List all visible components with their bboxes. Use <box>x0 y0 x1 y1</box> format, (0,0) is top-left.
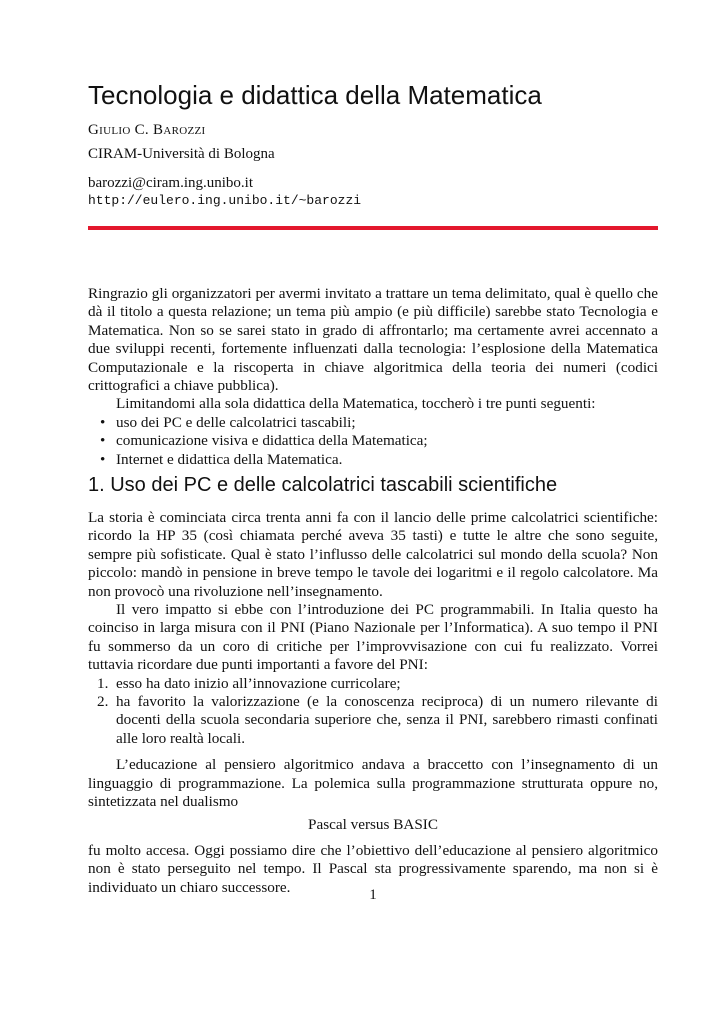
section-heading: 1. Uso dei PC e delle calcolatrici tascabili scientifiche <box>88 474 558 496</box>
list-item <box>88 451 658 469</box>
centered-formula: Pascal versus BASIC <box>308 815 438 833</box>
section-paragraph-4: fu molto accesa. Oggi possiamo dire che l’obiettivo dell’educazione al pensiero algoritmico non è stato perseguito nel tempo. Il Pascal sta progressivamente sparendo, ma non si è individuato un chiaro successore. <box>88 841 658 896</box>
list-number: 2. <box>97 693 109 711</box>
author-name: Giulio C. Barozzi <box>88 122 206 138</box>
page-number: 1 <box>369 887 377 903</box>
list-item <box>88 675 658 693</box>
intro-section <box>88 285 658 469</box>
list-item <box>88 414 658 432</box>
list-item <box>88 693 658 748</box>
topic-list <box>88 414 658 469</box>
bullet-marker: • <box>100 413 106 431</box>
list-number: 1. <box>97 674 109 692</box>
section-paragraph-3: L’educazione al pensiero algoritmico andava a braccetto con l’insegnamento di un linguaggio di programmazione. La polemica sulla programmazione strutturata oppure no, sintetizzata nel dualismo <box>88 756 658 811</box>
section-paragraph-2: Il vero impatto si ebbe con l’introduzione dei PC programmabili. In Italia questo ha coinciso in larga misura con il PNI (Piano Nazionale per l’Informatica). A suo tempo il PNI fu sommerso da un coro di critiche per l’improvvisazione con cui fu realizzato. Vorrei tuttavia ricordare due punti importanti a favore del PNI: <box>88 601 658 674</box>
author-url: http://eulero.ing.unibo.it/~barozzi <box>88 193 362 208</box>
list-item-text: Internet e didattica della Matematica. <box>116 450 343 468</box>
list-item <box>88 432 658 450</box>
author-email: barozzi@ciram.ing.unibo.it <box>88 175 254 191</box>
bullet-marker: • <box>100 432 106 450</box>
section-paragraph-1: La storia è cominciata circa trenta anni fa con il lancio delle prime calcolatrici scientifiche: ricordo la HP 35 (così chiamata perché aveva 35 tasti) e tutte le altre che sono seguite, sempre più sofisticate. Qual è stato l’influsso delle calcolatrici sul mondo della scuola? Non piccolo: mandò in pensione in breve tempo le tavole dei logaritmi e il regolo calcolatore. Ma non provocò una rivoluzione nell’insegnamento. <box>88 509 658 600</box>
list-item-text: esso ha dato inizio all’innovazione curricolare; <box>116 674 401 692</box>
header-rule <box>88 226 658 230</box>
numbered-list <box>88 675 658 749</box>
list-item-text: comunicazione visiva e didattica della Matematica; <box>116 432 428 450</box>
section-1-body <box>88 509 658 897</box>
paper-title: Tecnologia e didattica della Matematica <box>88 80 542 110</box>
bullet-marker: • <box>100 450 106 468</box>
intro-paragraph-2: Limitandomi alla sola didattica della Matematica, toccherò i tre punti seguenti: <box>116 395 596 413</box>
list-item-text: uso dei PC e delle calcolatrici tascabili; <box>116 413 356 431</box>
intro-paragraph-1: Ringrazio gli organizzatori per avermi invitato a trattare un tema delimitato, qual è quello che dà il titolo a questa relazione; un tema più ampio (e più difficile) sarebbe stato Tecnologia e Matematica. Non so se sarei stato in grado di affrontarlo; ma certamente avrei accennato a due sviluppi recenti, fortemente influenzati dalla tecnologia: l’esplosione della Matematica Computazionale e la riscoperta in chiave algoritmica della teoria dei numeri (codici crittografici a chiave pubblica). <box>88 285 658 395</box>
author-affiliation: CIRAM-Università di Bologna <box>88 146 275 162</box>
list-item-text: ha favorito la valorizzazione (e la conoscenza reciproca) di un numero rilevante di docenti della scuola secondaria superiore che, senza il PNI, sarebbero rimasti confinati alle loro realtà locali. <box>116 693 658 747</box>
